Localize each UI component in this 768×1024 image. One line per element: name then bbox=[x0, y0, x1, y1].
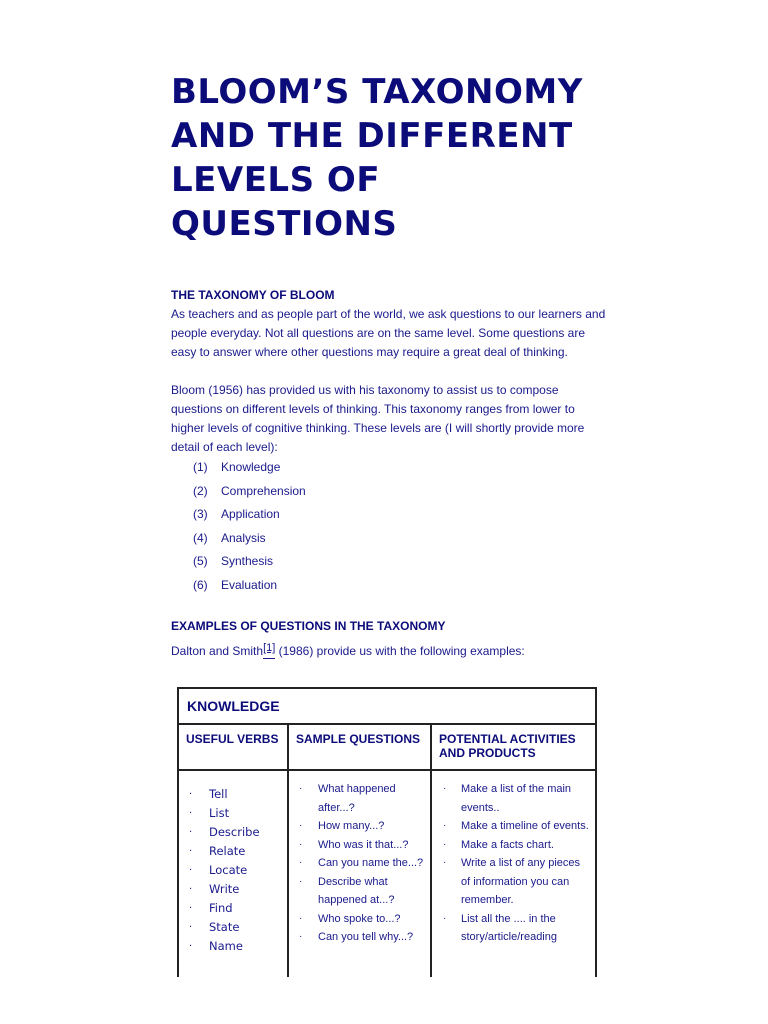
knowledge-table bbox=[177, 687, 597, 977]
list-item: · Who spoke to...? bbox=[289, 910, 430, 929]
dalton-sentence bbox=[171, 642, 525, 658]
list-item bbox=[193, 459, 306, 483]
footnote-link[interactable]: [1] bbox=[263, 644, 275, 659]
level-label: Knowledge bbox=[221, 460, 281, 474]
level-number: (5) bbox=[193, 554, 208, 569]
list-item: · Make a timeline of events. bbox=[432, 817, 595, 836]
questions-list bbox=[289, 771, 430, 947]
level-label: Application bbox=[221, 507, 280, 522]
bloom-paragraph: Bloom (1956) has provided us with his taxonomy to assist us to compose questions on different levels of thinking. This taxonomy ranges from lower to higher levels of cognitive thinking. These levels are (I will shortly provide more detail of each level): bbox=[171, 383, 585, 454]
dalton-text-rest: (1986) provide us with the following examples: bbox=[275, 644, 525, 658]
list-item: · Tell bbox=[179, 787, 287, 806]
list-item bbox=[193, 506, 306, 530]
level-label: Comprehension bbox=[221, 483, 306, 498]
list-item: · Relate bbox=[179, 844, 287, 863]
level-number: (1) bbox=[193, 460, 208, 474]
level-number: (4) bbox=[193, 530, 208, 545]
section-heading-taxonomy: THE TAXONOMY OF BLOOM bbox=[171, 288, 335, 302]
list-item: · Who was it that...? bbox=[289, 836, 430, 855]
level-number: (6) bbox=[193, 577, 208, 592]
list-item: · List bbox=[179, 806, 287, 825]
list-item bbox=[193, 553, 306, 577]
list-item: · Locate bbox=[179, 863, 287, 882]
dalton-text: Dalton and Smith bbox=[171, 644, 264, 658]
list-item: · Describe what happened at...? bbox=[289, 873, 430, 910]
header-useful-verbs: USEFUL VERBS bbox=[179, 725, 289, 769]
list-item: · Find bbox=[179, 901, 287, 920]
list-item bbox=[193, 577, 306, 601]
activities-list bbox=[432, 771, 595, 947]
section-heading-examples: EXAMPLES OF QUESTIONS IN THE TAXONOMY bbox=[171, 619, 446, 633]
level-label: Evaluation bbox=[221, 577, 278, 592]
list-item: · Describe bbox=[179, 825, 287, 844]
header-sample-questions: SAMPLE QUESTIONS bbox=[289, 725, 432, 769]
intro-paragraph: As teachers and as people part of the world, we ask questions to our learners and people everyday. Not all questions are on the same level. Some questions are easy to answer where other questions may require a great deal of thinking. bbox=[171, 307, 606, 359]
levels-list bbox=[193, 459, 306, 601]
list-item: · Make a facts chart. bbox=[432, 836, 595, 855]
list-item: · What happened after...? bbox=[289, 780, 430, 817]
level-label: Analysis bbox=[221, 530, 266, 545]
table-header-row bbox=[179, 725, 595, 771]
list-item: · Name bbox=[179, 939, 287, 958]
table-row bbox=[179, 771, 595, 977]
list-item: · State bbox=[179, 920, 287, 939]
list-item bbox=[193, 483, 306, 507]
level-number: (3) bbox=[193, 507, 208, 522]
list-item: · Write a list of any pieces of information you can remember. bbox=[432, 854, 595, 910]
level-number: (2) bbox=[193, 483, 208, 498]
list-item: · How many...? bbox=[289, 817, 430, 836]
table-title: KNOWLEDGE bbox=[179, 689, 595, 725]
list-item bbox=[193, 530, 306, 554]
header-activities: POTENTIAL ACTIVITIES AND PRODUCTS bbox=[439, 732, 576, 760]
list-item: · List all the .... in the story/article/reading bbox=[432, 910, 595, 947]
list-item: · Make a list of the main events.. bbox=[432, 780, 595, 817]
list-item: · Can you tell why...? bbox=[289, 928, 430, 947]
verbs-list bbox=[179, 771, 287, 958]
list-item: · Write bbox=[179, 882, 287, 901]
list-item: · Can you name the...? bbox=[289, 854, 430, 873]
level-label: Synthesis bbox=[221, 554, 274, 569]
document-title: BLOOM’S TAXONOMY AND THE DIFFERENT LEVELS OF QUESTIONS bbox=[171, 72, 583, 244]
